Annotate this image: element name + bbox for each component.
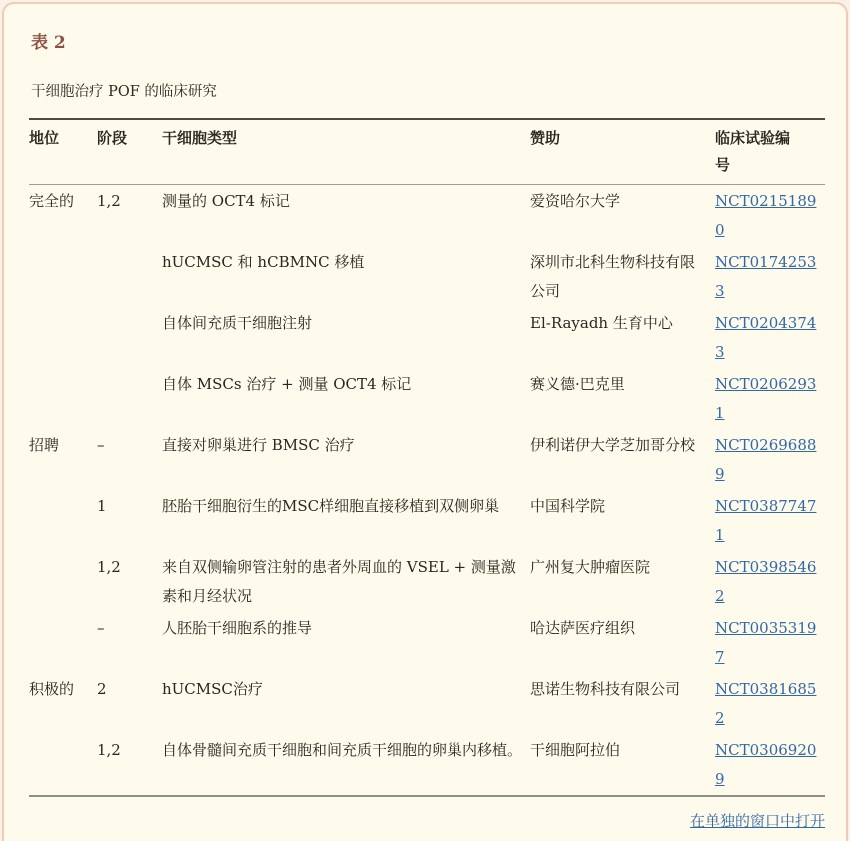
status-cell [29,612,97,673]
header-trial-id-text: 临床试验编号 [715,129,791,174]
sponsor-cell: 深圳市北科生物科技有限公司 [530,252,696,300]
open-separate-window-link[interactable]: 在单独的窗口中打开 [689,812,825,830]
table-number-label: 表 2 [31,33,66,53]
phase-cell: 1,2 [97,191,121,210]
status-cell [29,307,97,368]
cell-type-cell: 胚胎干细胞衍生的MSC样细胞直接移植到双侧卵巢 [162,496,500,515]
table-caption: 干细胞治疗 POF 的临床研究 [31,84,217,100]
table-row [29,734,825,796]
trial-id-cell [715,490,825,551]
trial-id-link[interactable]: NCT02151890 [715,191,817,239]
clinical-trials-table [29,118,825,797]
status-cell [29,490,97,551]
table-row [29,551,825,612]
status-cell: 完全的 [29,191,75,210]
trial-id-cell [715,307,825,368]
table-row [29,368,825,429]
status-cell [29,551,97,612]
table-row [29,429,825,490]
phase-cell: – [97,435,105,454]
trial-id-cell [715,429,825,490]
phase-cell: 2 [97,679,107,698]
table-panel [2,2,848,841]
trial-id-link[interactable]: NCT02696889 [715,435,817,483]
trial-id-link[interactable]: NCT00353197 [715,618,817,666]
sponsor-cell: 广州复大肿瘤医院 [530,557,651,576]
sponsor-cell: 伊利诺伊大学芝加哥分校 [530,435,696,454]
phase-cell: – [97,618,105,637]
status-cell [29,734,97,796]
cell-type-cell: 人胚胎干细胞系的推导 [162,618,313,637]
table-row [29,307,825,368]
phase-cell [97,246,162,307]
header-cell-type: 干细胞类型 [162,119,530,185]
table-row [29,673,825,734]
table-row [29,246,825,307]
header-row [29,119,825,185]
status-cell [29,246,97,307]
table-footer [29,810,825,831]
cell-type-cell: 自体骨髓间充质干细胞和间充质干细胞的卵巢内移植。 [162,740,523,759]
trial-id-cell [715,734,825,796]
status-cell [29,368,97,429]
trial-id-link[interactable]: NCT03985462 [715,557,817,605]
sponsor-cell: 爱资哈尔大学 [530,191,621,210]
header-status: 地位 [29,119,97,185]
phase-cell: 1,2 [97,740,121,759]
cell-type-cell: 直接对卵巢进行 BMSC 治疗 [162,435,355,454]
sponsor-cell: 思诺生物科技有限公司 [530,679,681,698]
table-row [29,612,825,673]
trial-id-link[interactable]: NCT03069209 [715,740,817,788]
header-phase: 阶段 [97,119,162,185]
trial-id-link[interactable]: NCT02062931 [715,374,817,422]
sponsor-cell: 中国科学院 [530,496,606,515]
header-trial-id [715,119,825,185]
trial-id-cell [715,246,825,307]
sponsor-cell: 哈达萨医疗组织 [530,618,636,637]
status-cell: 积极的 [29,679,75,698]
table-header [29,119,825,185]
table-body [29,185,825,797]
table-row [29,185,825,247]
trial-id-link[interactable]: NCT03816852 [715,679,817,727]
phase-cell: 1 [97,496,107,515]
sponsor-cell: 赛义德·巴克里 [530,374,625,393]
trial-id-cell [715,612,825,673]
trial-id-cell [715,368,825,429]
sponsor-cell: El-Rayadh 生育中心 [530,313,673,332]
trial-id-link[interactable]: NCT01742533 [715,252,817,300]
cell-type-cell: hUCMSC治疗 [162,679,263,698]
trial-id-cell [715,185,825,247]
cell-type-cell: 自体 MSCs 治疗 + 测量 OCT4 标记 [162,374,412,393]
trial-id-cell [715,551,825,612]
cell-type-cell: 来自双侧输卵管注射的患者外周血的 VSEL + 测量激素和月经状况 [162,557,516,605]
header-sponsor: 赞助 [530,119,715,185]
cell-type-cell: 测量的 OCT4 标记 [162,191,290,210]
phase-cell: 1,2 [97,557,121,576]
phase-cell [97,368,162,429]
status-cell: 招聘 [29,435,60,454]
cell-type-cell: hUCMSC 和 hCBMNC 移植 [162,252,365,271]
cell-type-cell: 自体间充质干细胞注射 [162,313,313,332]
trial-id-link[interactable]: NCT02043743 [715,313,817,361]
table-row [29,490,825,551]
sponsor-cell: 干细胞阿拉伯 [530,740,621,759]
phase-cell [97,307,162,368]
trial-id-link[interactable]: NCT03877471 [715,496,817,544]
trial-id-cell [715,673,825,734]
